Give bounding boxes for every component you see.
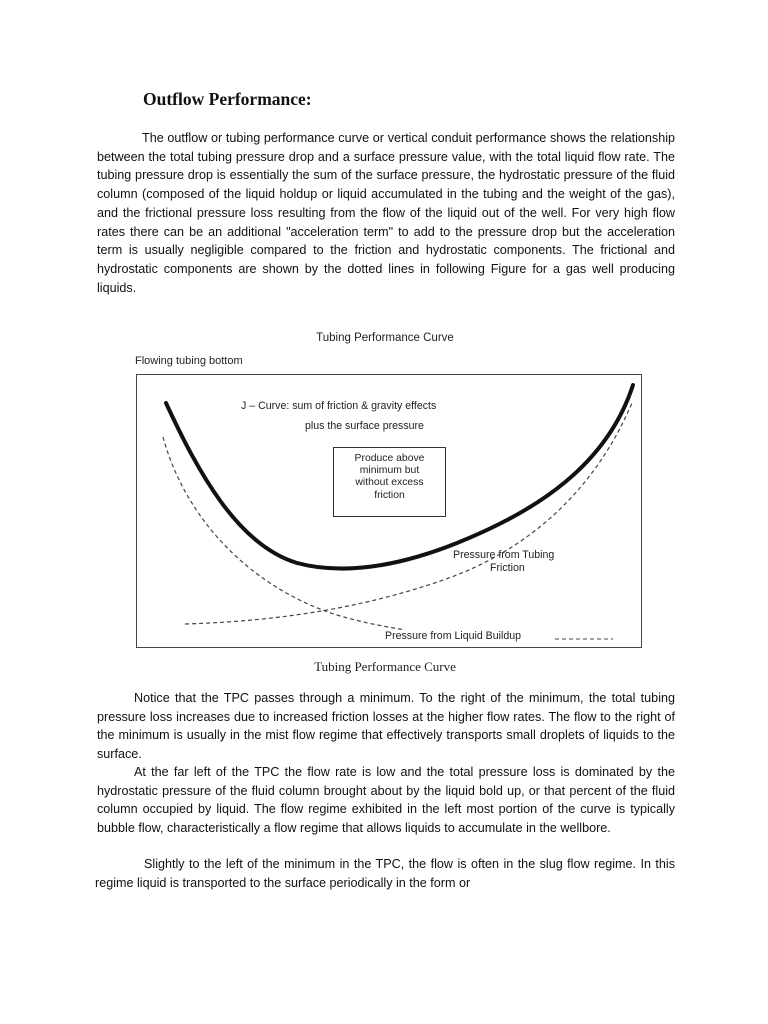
callout-line: friction [374,489,405,501]
paragraph-tpc-minimum: Notice that the TPC passes through a minimum. To the right of the minimum, the total tubing pressure loss increases due to increased friction losses at the higher flow rates. The flow to the right of the minimum is usually in the mist flow regime that effectively transports small droplets of liquids to the surface. [97,691,675,762]
j-curve-label-line2: plus the surface pressure [305,420,424,432]
paragraph-far-left: At the far left of the TPC the flow rate is low and the total pressure loss is dominated by the hydrostatic pressure of the fluid column brought about by the liquid bold up, or that percent of the fluid column occupied by liquid. The flow regime exhibited in the left most portion of the curve is typically bubble flow, characteristically a flow regime that allows liquids to accumulate in the wellbore. [97,765,675,836]
paragraph-outflow-intro: The outflow or tubing performance curve or vertical conduit performance shows the relationship between the total tubing pressure drop and a surface pressure value, with the total liquid flow rate. The tubing pressure drop is essentially the sum of the surface pressure, the hydrostatic pressure of the fluid column (composed of the liquid holdup or liquid accumulated in the tubing and the weight of the gas), and the frictional pressure loss resulting from the flow of the liquid out of the well. For very high flow rates there can be an additional "acceleration term" to add to the pressure drop but the acceleration term is usually negligible compared to the friction and hydrostatic components. The frictional and hydrostatic components are shown by the dotted lines in following Figure for a gas well producing liquids. [97,131,675,295]
friction-label-line2: Friction [490,562,525,574]
liquid-buildup-label: Pressure from Liquid Buildup [385,630,522,642]
tubing-performance-figure [125,328,645,678]
paragraph-slug-flow: Slightly to the left of the minimum in the TPC, the flow is often in the slug flow regime. In this regime liquid is transported to the surface periodically in the form or [95,857,675,890]
figure-title: Tubing Performance Curve [316,332,454,344]
friction-label-line1: Pressure from Tubing [453,549,555,561]
callout-line: without excess [355,477,424,489]
section-heading: Outflow Performance: [143,89,312,109]
figure-y-axis-label: Flowing tubing bottom [135,355,243,367]
j-curve-label-line1: J – Curve: sum of friction & gravity effects [241,400,437,412]
figure-plot-area [136,374,642,648]
callout-box [333,447,446,517]
callout-line: Produce above [354,453,425,464]
callout-line: minimum but [359,465,420,477]
figure-caption: Tubing Performance Curve [314,659,456,674]
